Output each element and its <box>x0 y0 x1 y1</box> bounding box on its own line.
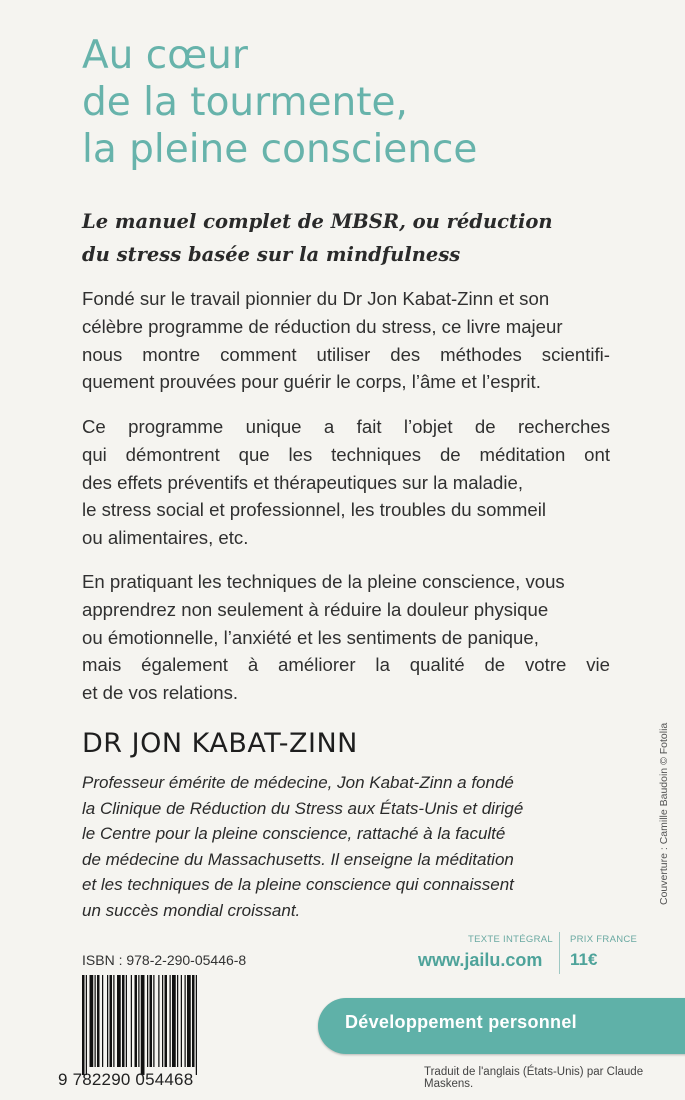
barcode-bar <box>165 975 168 1067</box>
paragraph-line: quement prouvées pour guérir le corps, l’âme et l’esprit. <box>82 371 541 393</box>
paragraph-line: ou alimentaires, etc. <box>82 527 249 549</box>
isbn-label: ISBN : 978-2-290-05446-8 <box>82 952 247 968</box>
bio-line: de médecine du Massachusetts. Il enseigne la méditation <box>82 849 514 869</box>
paragraph-line: En pratiquant les techniques de la pleine conscience, vous <box>82 571 565 592</box>
barcode-icon <box>82 975 234 1075</box>
barcode-bar <box>107 975 108 1067</box>
price-label: PRIX FRANCE <box>570 934 638 945</box>
bio-line: la Clinique de Réduction du Stress aux États-Unis et dirigé <box>82 798 524 818</box>
subtitle-line: Le manuel complet de MBSR, ou réduction <box>82 210 553 233</box>
barcode-bar <box>113 975 114 1067</box>
barcode-bar <box>150 975 153 1067</box>
paragraph-line: mais également à améliorer la qualité de votre vie <box>82 654 610 676</box>
barcode-bar <box>172 975 176 1067</box>
book-title <box>82 32 477 173</box>
paragraph-line: Ce programme unique a fait l’objet de recherches <box>82 416 610 437</box>
title-line: Au cœur <box>82 33 248 78</box>
barcode-bar <box>117 975 121 1067</box>
barcode-bar <box>192 975 195 1067</box>
barcode-bar <box>141 975 145 1075</box>
divider <box>559 932 560 974</box>
barcode-bar <box>138 975 139 1067</box>
paragraph-line: qui démontrent que les techniques de méditation ont <box>82 443 610 465</box>
bio-line: le Centre pour la pleine conscience, rattaché à la faculté <box>82 824 506 844</box>
author-bio <box>82 770 642 924</box>
price-value: 11€ <box>570 950 598 969</box>
barcode-bar <box>102 975 103 1067</box>
translator-credit: Traduit de l'anglais (États-Unis) par Claude Maskens. <box>424 1066 644 1090</box>
barcode-bar <box>170 975 171 1067</box>
category-label: Développement personnel <box>345 1012 577 1032</box>
bio-line: Professeur émérite de médecine, Jon Kabat-Zinn a fondé <box>82 773 514 792</box>
barcode-bar <box>162 975 163 1067</box>
barcode-bar <box>86 975 87 1075</box>
barcode-bar <box>158 975 159 1067</box>
audio-label: TEXTE INTÉGRAL <box>468 934 553 945</box>
paragraph-line: Fondé sur le travail pionnier du Dr Jon Kabat-Zinn et son <box>82 288 550 309</box>
subtitle-line: du stress basée sur la mindfulness <box>82 243 461 266</box>
barcode-bar <box>90 975 94 1067</box>
paragraph-line: célèbre programme de réduction du stress, ce livre majeur <box>82 315 563 337</box>
description-paragraph-1 <box>82 285 610 396</box>
paragraph-line: des effets préventifs et thérapeutiques sur la maladie, <box>82 471 524 493</box>
description-paragraph-2 <box>82 413 610 552</box>
paragraph-line: et de vos relations. <box>82 682 239 704</box>
barcode-bar <box>196 975 197 1075</box>
paragraph-line: apprendrez non seulement à réduire la douleur physique <box>82 598 549 620</box>
barcode-bar <box>147 975 148 1067</box>
barcode-bar <box>97 975 100 1067</box>
barcode-bar <box>135 975 138 1067</box>
barcode-bar <box>126 975 127 1067</box>
book-subtitle <box>82 205 642 271</box>
barcode-bar <box>181 975 182 1067</box>
bio-line: un succès mondial croissant. <box>82 900 301 920</box>
paragraph-line: le stress social et professionnel, les troubles du sommeil <box>82 499 547 521</box>
publisher-website: www.jailu.com <box>418 950 543 970</box>
barcode-bar <box>153 975 154 1067</box>
title-line: la pleine conscience <box>82 127 478 172</box>
barcode-bar <box>187 975 191 1067</box>
bio-line: et les techniques de la pleine conscience qui connaissent <box>82 875 514 895</box>
barcode-bar <box>185 975 186 1067</box>
barcode-bar <box>95 975 96 1067</box>
title-line: de la tourmente, <box>82 80 408 125</box>
barcode-bar <box>122 975 125 1067</box>
paragraph-line: nous montre comment utiliser des méthodes scientifi- <box>82 343 610 365</box>
barcode-bar <box>131 975 132 1067</box>
barcode-bar <box>82 975 85 1075</box>
paragraph-line: ou émotionnelle, l’anxiété et les sentiments de panique, <box>82 626 539 648</box>
cover-credit: Couverture : Camille Baudoin © Fotolia <box>658 722 670 905</box>
barcode-bar <box>177 975 178 1067</box>
barcode-bar <box>110 975 113 1067</box>
description-paragraph-3 <box>82 568 610 707</box>
author-name: DR JON KABAT-ZINN <box>82 728 358 759</box>
barcode-number: 9 782290 054468 <box>58 1070 194 1089</box>
